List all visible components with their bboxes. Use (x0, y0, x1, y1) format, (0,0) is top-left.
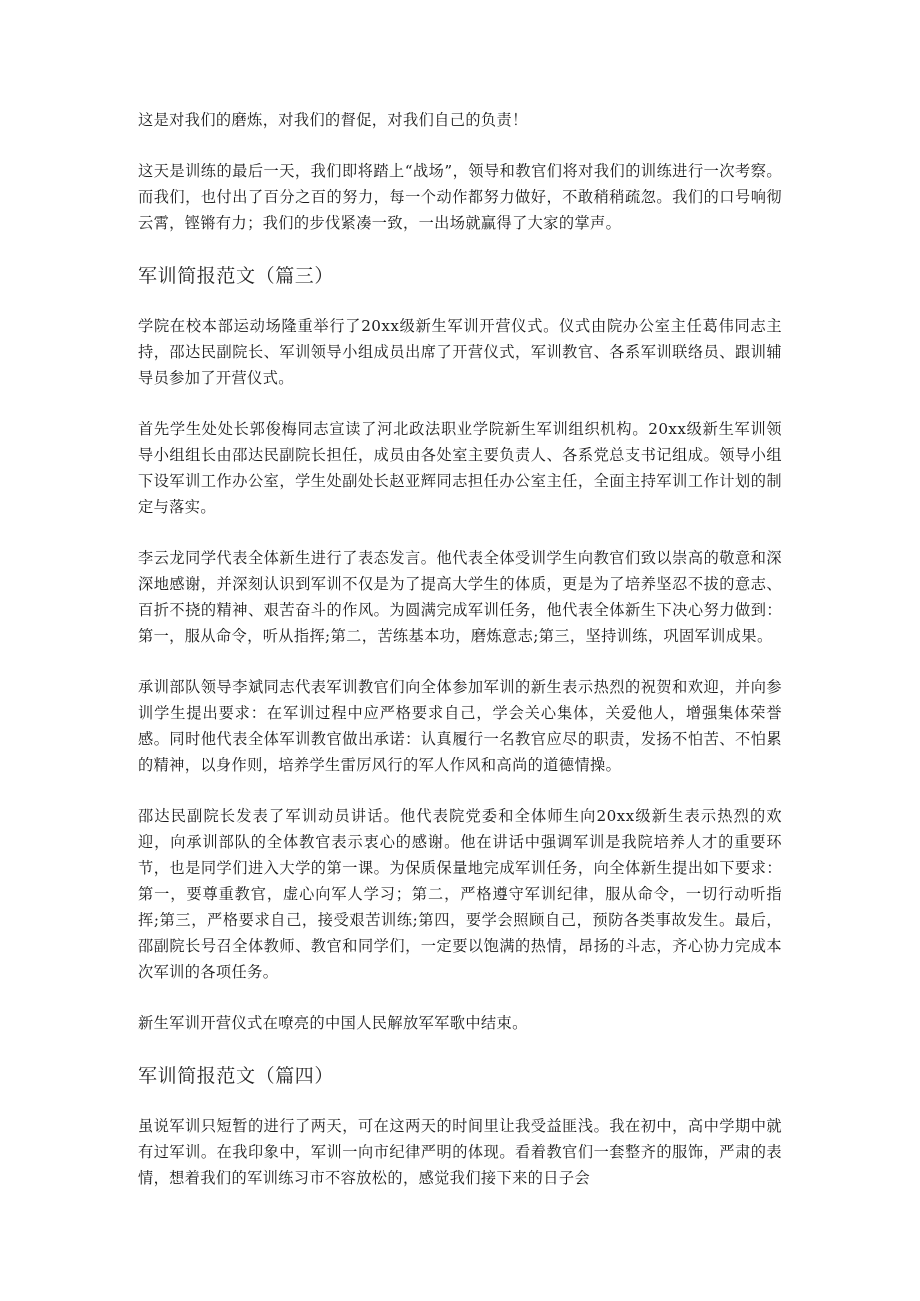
paragraph-7: 邵达民副院长发表了军训动员讲话。他代表院党委和全体师生向20xx级新生表示热烈的欢迎，向承训部队的全体教官表示衷心的感谢。他在讲话中强调军训是我院培养人才的重要环节，也是同学们进入大学的第一课。为保质保量地完成军训任务，向全体新生提出如下要求：第一，要尊重教官，虚心向军人学习；第二，严格遵守军训纪律，服从命令，一切行动听指挥;第三，严格要求自己，接受艰苦训练;第四，要学会照顾自己，预防各类事故发生。最后，邵副院长号召全体教师、教官和同学们，一定要以饱满的热情，昂扬的斗志，齐心协力完成本次军训的各项任务。 (138, 807, 782, 981)
document-body (138, 107, 782, 1216)
paragraph-1: 这是对我们的磨炼，对我们的督促，对我们自己的负责！ (138, 111, 528, 129)
section-heading-part-4: 军训简报范文（篇四） (138, 1065, 335, 1087)
section-heading-part-3: 军训简报范文（篇三） (138, 265, 335, 287)
paragraph-6: 承训部队领导李斌同志代表军训教官们向全体参加军训的新生表示热烈的祝贺和欢迎，并向参训学生提出要求：在军训过程中应严格要求自己，学会关心集体，关爱他人，增强集体荣誉感。同时他代表全体军训教官做出承诺：认真履行一名教官应尽的职责，发扬不怕苦、不怕累的精神，以身作则，培养学生雷厉风行的军人作风和高尚的道德情操。 (138, 678, 782, 774)
paragraph-3: 学院在校本部运动场隆重举行了20xx级新生军训开营仪式。仪式由院办公室主任葛伟同志主持，邵达民副院长、军训领导小组成员出席了开营仪式，军训教官、各系军训联络员、跟训辅导员参加了开营仪式。 (138, 317, 782, 387)
paragraph-2: 这天是训练的最后一天，我们即将踏上“战场”，领导和教官们将对我们的训练进行一次考察。而我们，也付出了百分之百的努力，每一个动作都努力做好，不敢稍稍疏忽。我们的口号响彻云霄，铿锵有力；我们的步伐紧凑一致，一出场就赢得了大家的掌声。 (138, 162, 782, 232)
paragraph-8: 新生军训开营仪式在嘹亮的中国人民解放军军歌中结束。 (138, 1014, 528, 1032)
paragraph-9: 虽说军训只短暂的进行了两天，可在这两天的时间里让我受益匪浅。我在初中，高中学期中就有过军训。在我印象中，军训一向市纪律严明的体现。看着教官们一套整齐的服饰，严肃的表情，想着我们的军训练习市不容放松的，感觉我们接下来的日子会 (138, 1117, 782, 1187)
paragraph-4: 首先学生处处长郭俊梅同志宣读了河北政法职业学院新生军训组织机构。20xx级新生军训领导小组组长由邵达民副院长担任，成员由各处室主要负责人、各系党总支书记组成。领导小组下设军训工作办公室，学生处副处长赵亚辉同志担任办公室主任，全面主持军训工作计划的制定与落实。 (138, 420, 782, 516)
paragraph-5: 李云龙同学代表全体新生进行了表态发言。他代表全体受训学生向教官们致以崇高的敬意和深深地感谢，并深刻认识到军训不仅是为了提高大学生的体质，更是为了培养坚忍不拔的意志、百折不挠的精神、艰苦奋斗的作风。为圆满完成军训任务，他代表全体新生下决心努力做到：第一，服从命令，听从指挥;第二，苦练基本功，磨炼意志;第三，坚持训练，巩固军训成果。 (138, 549, 782, 645)
